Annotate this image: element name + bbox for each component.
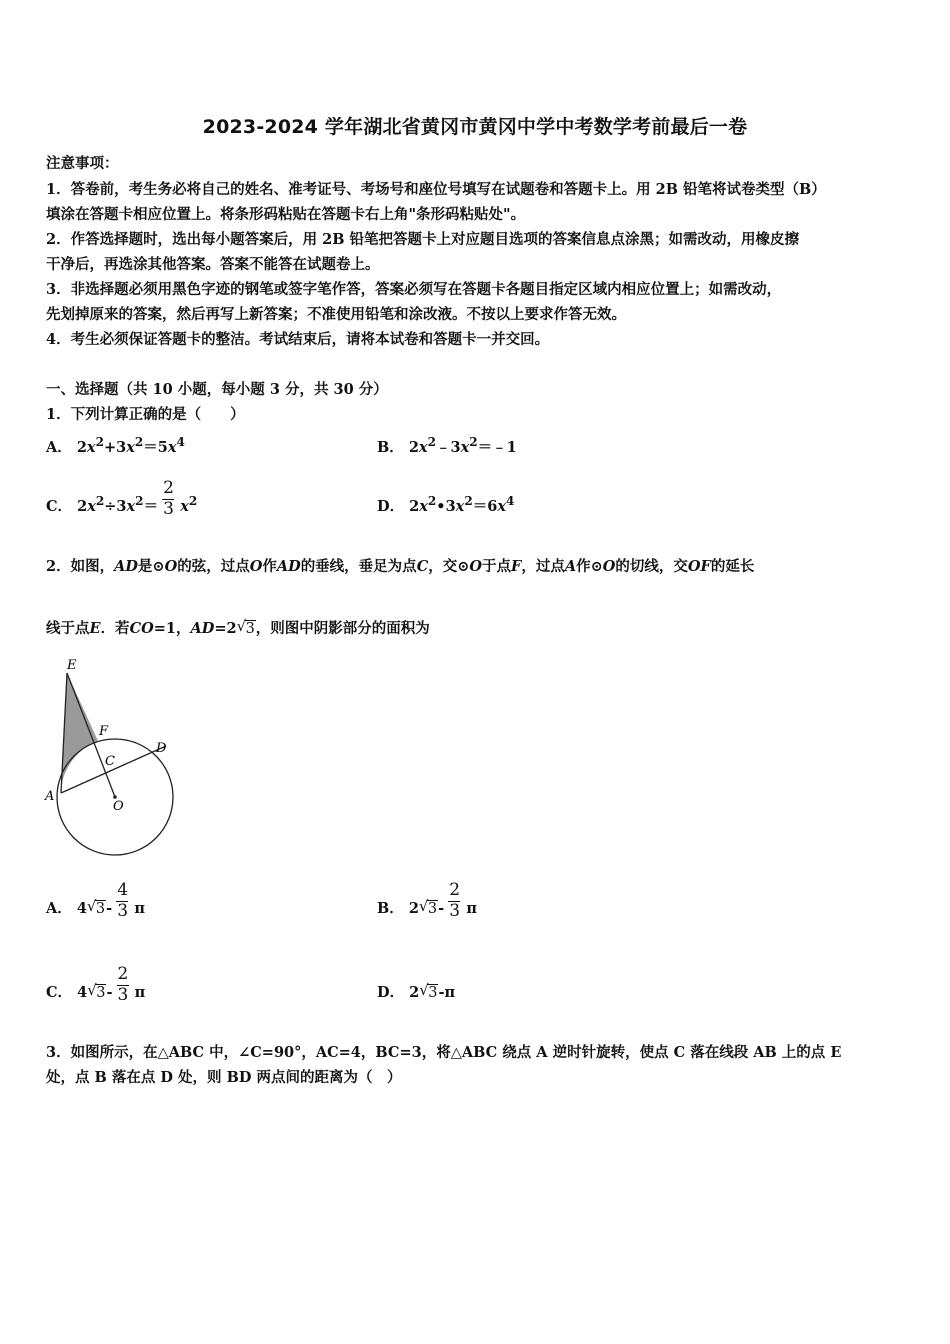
term: ＝﹣1 <box>477 438 517 456</box>
denominator: 3 <box>163 498 174 519</box>
term: 2 <box>76 438 87 456</box>
exponent: 2 <box>427 435 436 449</box>
note-4: 4．考生必须保证答题卡的整洁。考试结束后，请将本试卷和答题卡一并交回。 <box>46 331 550 348</box>
text: 线于点 <box>46 620 90 637</box>
q2-option-b <box>377 880 477 921</box>
coefficient: 2 <box>409 984 420 1001</box>
term: •3 <box>436 497 456 515</box>
option-label: A． <box>46 438 72 456</box>
q2-geometry-figure <box>40 655 190 860</box>
fraction <box>163 477 175 519</box>
variable: x <box>419 497 428 515</box>
label-f: F <box>99 724 109 739</box>
variable: x <box>86 438 96 456</box>
text: 的弦，过点 <box>177 558 250 575</box>
radicand: 3 <box>96 985 106 1001</box>
note-3-line-2: 先划掉原来的答案，然后再写上新答案；不准使用铅笔和涂改液。不按以上要求作答无效。 <box>46 306 626 323</box>
question-3-stem-line-1: 3．如图所示，在△ABC 中，∠C=90°，AC=4，BC=3，将△ABC 绕点 A 逆时针旋转，使点 C 落在线段 AB 上的点 E <box>46 1044 842 1061</box>
square-root <box>86 897 106 917</box>
exponent: 2 <box>469 435 478 449</box>
label-e: E <box>67 658 77 673</box>
numerator: 2 <box>163 477 174 498</box>
coefficient: 4 <box>77 984 88 1001</box>
term: ＝6 <box>472 497 498 515</box>
var: C <box>416 558 429 575</box>
variable: x <box>455 497 465 515</box>
square-root <box>419 981 438 1001</box>
exponent: 2 <box>188 494 198 508</box>
label-a: A <box>45 789 55 804</box>
exponent: 2 <box>427 494 437 508</box>
q1-option-d <box>377 494 514 516</box>
variable: x <box>87 497 96 515</box>
term: 2 <box>408 438 419 456</box>
question-3-stem-line-2: 处，点 B 落在点 D 处，则 BD 两点间的距离为（ ） <box>46 1069 402 1086</box>
variable: x <box>497 497 506 515</box>
text: 是⊙ <box>137 558 165 575</box>
variable: x <box>460 438 470 456</box>
note-2-line-1: 2．作答选择题时，选出每小题答案后，用 2B 铅笔把答题卡上对应题目选项的答案信息点涂黑；如需改动，用橡皮擦 <box>46 231 800 248</box>
q1-option-a <box>46 435 185 457</box>
exponent: 4 <box>176 435 185 449</box>
coefficient: 4 <box>76 900 87 917</box>
radical-sign: √ <box>87 981 97 999</box>
label-d: D <box>156 741 167 756</box>
var: OF <box>687 558 711 575</box>
tail: -π <box>438 984 456 1001</box>
radicand: 3 <box>245 621 255 637</box>
text: ，过点 <box>521 558 565 575</box>
variable: x <box>180 497 189 515</box>
coefficient: 2 <box>408 900 419 917</box>
text: 作⊙ <box>576 558 603 575</box>
question-2-stem-line-2 <box>46 617 430 638</box>
var: AD <box>114 558 138 575</box>
option-label: C． <box>46 984 73 1001</box>
text: 的延长 <box>710 558 755 575</box>
note-1-line-1: 1．答卷前，考生务必将自己的姓名、准考证号、考场号和座位号填写在试题卷和答题卡上。用 2B 铅笔将试卷类型（B） <box>46 181 826 198</box>
denominator: 3 <box>117 901 129 921</box>
square-root <box>236 617 256 637</box>
variable: x <box>126 438 135 456</box>
variable: x <box>126 497 136 515</box>
pi: π <box>466 900 477 917</box>
var: O <box>164 558 178 575</box>
term: ﹣3 <box>435 438 461 456</box>
var: O <box>602 558 616 575</box>
option-label: B． <box>377 438 404 456</box>
var: O <box>469 558 483 575</box>
operator: - <box>106 984 113 1001</box>
square-root <box>87 981 106 1001</box>
variable: x <box>418 438 428 456</box>
var: AD <box>276 558 301 575</box>
question-2-stem-line-1 <box>46 555 754 576</box>
pi: π <box>134 900 145 917</box>
fraction <box>449 880 461 921</box>
term: 2 <box>77 497 88 515</box>
numerator: 2 <box>449 880 461 900</box>
notes-heading: 注意事项： <box>46 155 119 172</box>
term: 2 <box>409 497 420 515</box>
numerator: 2 <box>117 964 129 984</box>
text: 的垂线，垂足为点 <box>300 558 417 575</box>
denominator: 3 <box>117 985 129 1005</box>
denominator: 3 <box>449 901 461 921</box>
exponent: 2 <box>95 494 105 508</box>
note-3-line-1: 3．非选择题必须用黑色字迹的钢笔或签字笔作答，答案必须写在答题卡各题目指定区域内相应位置上；如需改动， <box>46 281 782 298</box>
question-1-stem: 1．下列计算正确的是（ ） <box>46 406 245 423</box>
radical-sign: √ <box>236 617 247 635</box>
page-title: 2023-2024 学年湖北省黄冈市黄冈中学中考数学考前最后一卷 <box>202 116 748 138</box>
radicand: 3 <box>427 901 438 917</box>
text: 于点 <box>482 558 512 575</box>
var: F <box>511 558 522 575</box>
text: =1， <box>153 620 191 637</box>
exponent: 2 <box>135 494 144 508</box>
square-root <box>418 897 438 917</box>
q1-option-b <box>377 435 517 457</box>
numerator: 4 <box>117 880 129 900</box>
pi: π <box>134 984 146 1001</box>
text: 2．如图， <box>46 558 115 575</box>
text: ，则图中阴影部分的面积为 <box>255 620 430 637</box>
var: AD <box>190 620 215 637</box>
term: ÷3 <box>104 497 127 515</box>
option-label: D． <box>377 984 405 1001</box>
variable: x <box>167 438 177 456</box>
term: ＝5 <box>143 438 168 456</box>
operator: - <box>438 900 445 917</box>
text: 作 <box>262 558 277 575</box>
fraction <box>117 880 129 921</box>
exponent: 2 <box>464 494 473 508</box>
exponent: 4 <box>505 494 515 508</box>
text: ．若 <box>100 620 130 637</box>
exponent: 2 <box>134 435 144 449</box>
text: =2 <box>214 620 237 637</box>
option-label: A． <box>46 900 72 917</box>
note-1-line-2: 填涂在答题卡相应位置上。将条形码粘贴在答题卡右上角"条形码粘贴处"。 <box>46 206 526 223</box>
text: 的切线，交 <box>615 558 688 575</box>
var: CO <box>129 620 154 637</box>
note-2-line-2: 干净后，再选涂其他答案。答案不能答在试题卷上。 <box>46 256 380 273</box>
radicand: 3 <box>428 985 438 1001</box>
q1-option-c <box>46 477 198 519</box>
operator: - <box>106 900 113 917</box>
label-o: O <box>113 799 124 814</box>
label-c: C <box>105 754 115 769</box>
var: A <box>564 558 577 575</box>
var: O <box>249 558 263 575</box>
option-label: D． <box>377 497 405 515</box>
option-label: B． <box>377 900 404 917</box>
option-label: C． <box>46 497 73 515</box>
section-heading: 一、选择题（共 10 小题，每小题 3 分，共 30 分） <box>46 381 388 398</box>
radical-sign: √ <box>418 897 429 915</box>
q2-option-a <box>46 880 145 921</box>
var: E <box>89 620 101 637</box>
text: ，交⊙ <box>428 558 470 575</box>
radical-sign: √ <box>419 981 429 999</box>
radical-sign: √ <box>86 897 97 915</box>
q2-option-c <box>46 964 146 1005</box>
exponent: 2 <box>95 435 104 449</box>
radicand: 3 <box>95 901 106 917</box>
term: +3 <box>103 438 127 456</box>
q2-option-d <box>377 981 455 1002</box>
fraction <box>117 964 130 1005</box>
term: ＝ <box>143 497 159 515</box>
